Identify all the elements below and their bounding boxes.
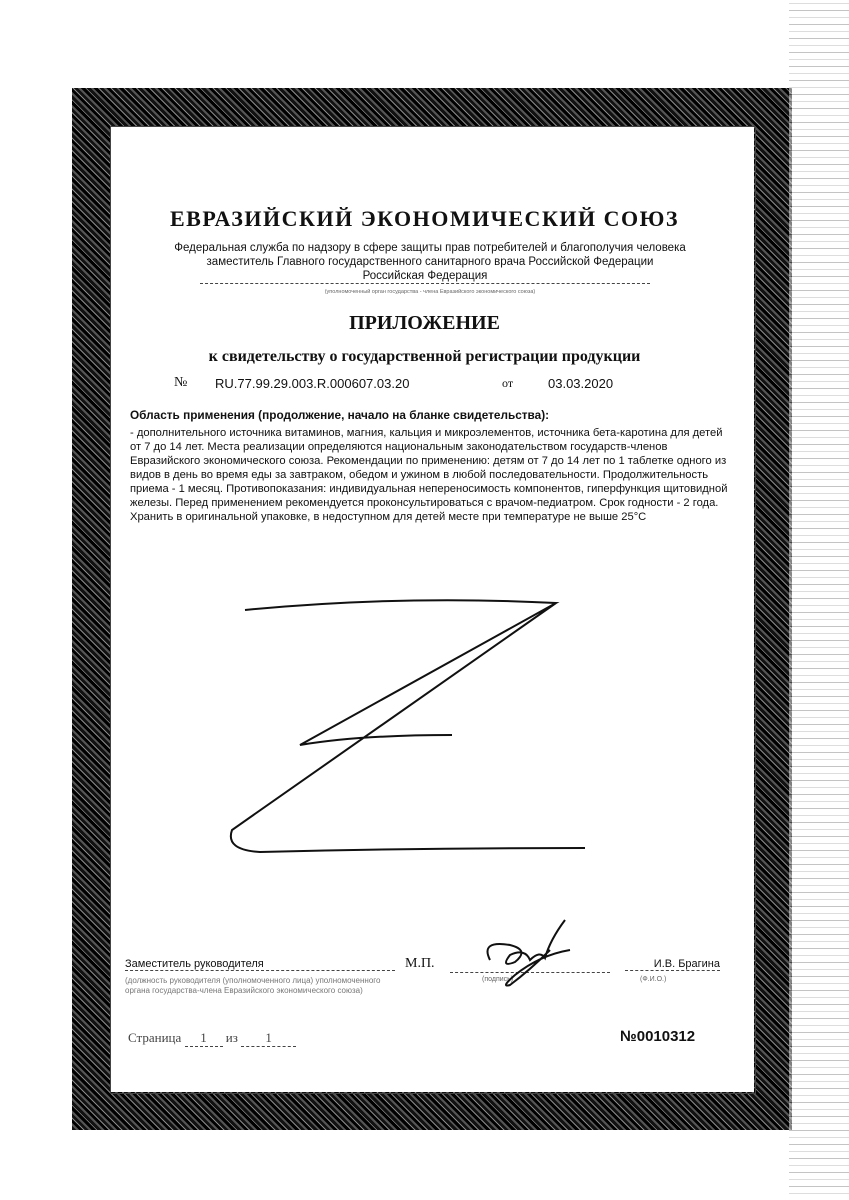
registration-number: RU.77.99.29.003.R.000607.03.20 [215, 376, 410, 391]
country-caption: (уполномоченный орган государства - члена Евразийского экономического союза) [324, 289, 536, 295]
signer-name: И.В. Брагина [625, 958, 720, 971]
document-subtitle: к свидетельству о государственной регистрации продукции [208, 348, 641, 365]
stamp-label: М.П. [405, 956, 435, 971]
scope-heading: Область применения (продолжение, начало на бланке свидетельства): [130, 408, 550, 422]
signer-position: Заместитель руководителя [125, 958, 395, 971]
of-label: из [225, 1030, 238, 1045]
scope-text: - дополнительного источника витаминов, магния, кальция и микроэлементов, источника бета-каротина для детей от 7 до 14 лет. Места реализации определяются национальным законодательством государств-членов Евразийского экономического союза. Рекомендации по применению: детям от 7 до 14 лет по 1 таблетке одного из видов в день во время еды за завтраком, обедом и ужином в любой последовательности. Продолжительность приема - 1 месяц. Противопоказания: индивидуальная непереносимость компонентов, гиперфункция щитовидной железы. Перед применением рекомендуется проконсультироваться с врачом-педиатром. Срок годности - 2 года. Хранить в оригинальной упаковке, в недоступном для детей месте при температуре не выше 25°С [130, 427, 728, 523]
country: Российская Федерация [200, 269, 650, 284]
page-counter [128, 1030, 296, 1047]
handwritten-signature [470, 910, 590, 990]
page-label: Страница [128, 1030, 182, 1045]
agency-line-2: заместитель Главного государственного санитарного врача Российской Федерации [206, 256, 654, 268]
total-pages: 1 [241, 1030, 296, 1047]
document-title: ПРИЛОЖЕНИЕ [349, 312, 500, 334]
signature-caption: (подпись) [482, 976, 514, 983]
page-number: 1 [185, 1030, 223, 1047]
form-number: №0010312 [620, 1028, 696, 1045]
position-caption: (должность руководителя (уполномоченного лица) уполномоченного органа государства-члена Евразийского экономического союза) [125, 976, 381, 995]
agency-line-1: Федеральная служба по надзору в сфере защиты прав потребителей и благополучия человека [174, 242, 686, 254]
union-title: ЕВРАЗИЙСКИЙ ЭКОНОМИЧЕСКИЙ СОЮЗ [169, 206, 680, 231]
name-caption: (Ф.И.О.) [640, 976, 667, 983]
number-label: № [174, 375, 188, 390]
registration-date: 03.03.2020 [548, 376, 614, 391]
from-label: от [502, 376, 514, 390]
